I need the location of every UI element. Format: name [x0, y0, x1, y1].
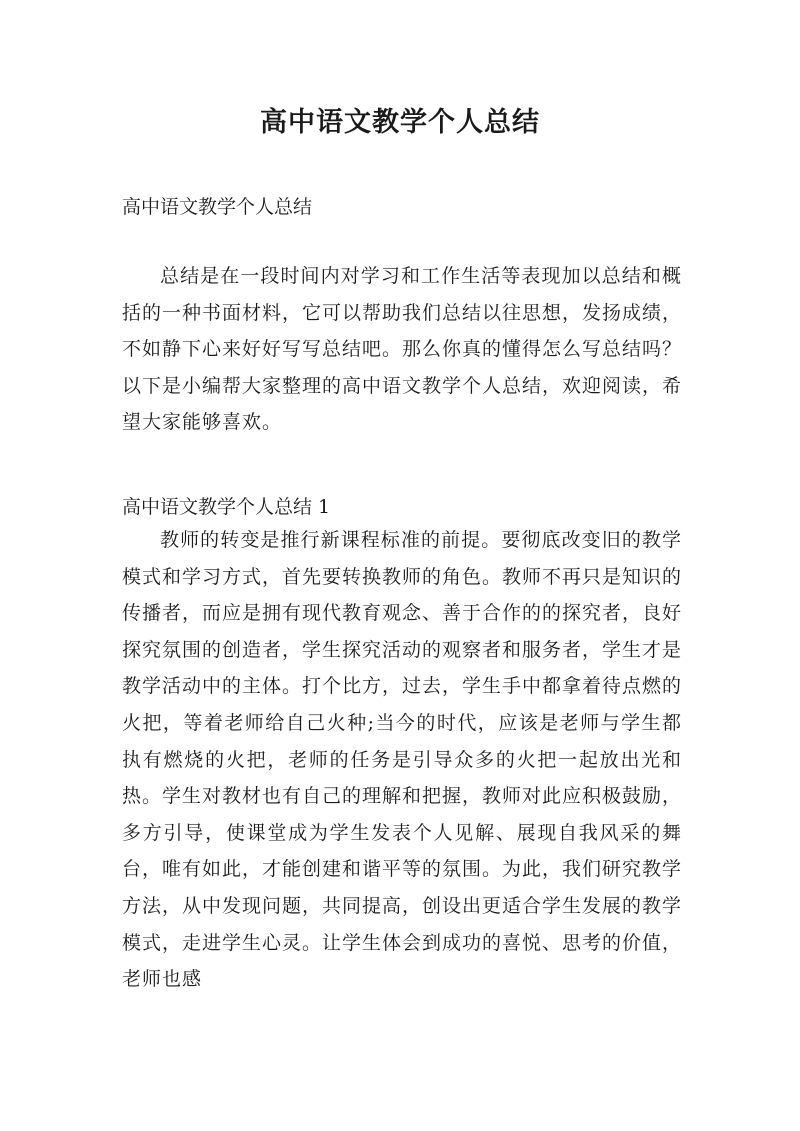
intro-paragraph: 总结是在一段时间内对学习和工作生活等表现加以总结和概括的一种书面材料，它可以帮助我们总结以往思想，发扬成绩，不如静下心来好好写写总结吧。那么你真的懂得怎么写总结吗？以下是小编帮大家整理的高中语文教学个人总结，欢迎阅读，希望大家能够喜欢。: [122, 265, 683, 434]
section-heading-1: 高中语文教学个人总结 1: [122, 496, 331, 518]
document-title: 高中语文教学个人总结: [260, 107, 540, 138]
document-subtitle: 高中语文教学个人总结: [122, 196, 313, 218]
section-1-paragraph: 教师的转变是推行新课程标准的前提。要彻底改变旧的教学模式和学习方式，首先要转换教师的角色。教师不再只是知识的传播者，而应是拥有现代教育观念、善于合作的的探究者，良好探究氛围的创造者，学生探究活动的观察者和服务者，学生才是教学活动中的主体。打个比方，过去，学生手中都拿着待点燃的火把，等着老师给自己火种;当今的时代，应该是老师与学生都执有燃烧的火把，老师的任务是引导众多的火把一起放出光和热。学生对教材也有自己的理解和把握，教师对此应积极鼓励，多方引导，使课堂成为学生发表个人见解、展现自我风采的舞台，唯有如此，才能创建和谐平等的氛围。为此，我们研究教学方法，从中发现问题，共同提高，创设出更适合学生发展的教学模式，走进学生心灵。让学生体会到成功的喜悦、思考的价值，老师也感: [122, 529, 683, 991]
